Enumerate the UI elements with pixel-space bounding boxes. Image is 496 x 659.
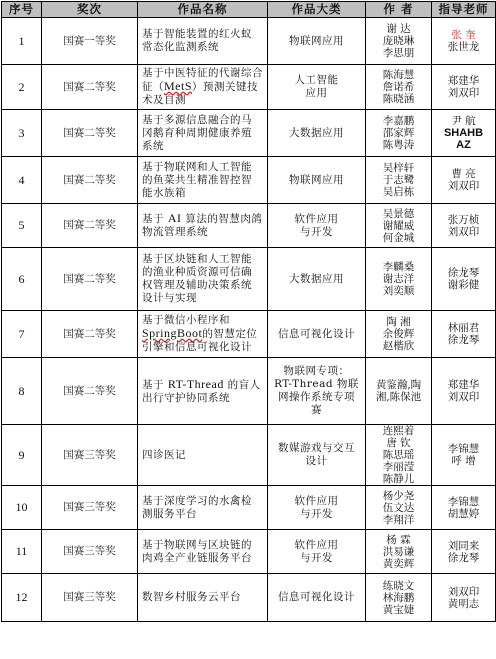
advisor-name: 徐龙琴 — [447, 267, 480, 279]
author-name: 陈粤涛 — [382, 139, 415, 151]
table-row — [2, 574, 496, 622]
author-name: 吴梓轩 — [382, 162, 415, 174]
title-english-term: AI — [167, 211, 182, 225]
category-line: 应用 — [305, 87, 328, 99]
author-name: 余俊辉 — [382, 328, 415, 340]
row-category — [268, 18, 366, 65]
title-text-post: 的智慧定位引擎和信息可视化设计 — [142, 328, 258, 353]
advisor-name: 呼 增 — [451, 455, 476, 467]
advisor-name: 徐龙琴 — [447, 551, 480, 564]
row-category — [268, 486, 366, 530]
table-row — [2, 311, 496, 358]
row-index: 2 — [2, 65, 42, 110]
author-name: 谢耀威 — [382, 219, 415, 232]
advisor-name: 刘双印 — [447, 391, 480, 403]
row-award: 国赛一等奖 — [42, 18, 138, 65]
table-row — [2, 425, 496, 486]
row-category — [268, 425, 366, 486]
category-line: 网操作系统专项 — [278, 391, 355, 403]
awards-table — [1, 1, 496, 622]
title-line: 基于智能装置的红火蚁 — [142, 28, 252, 40]
row-index: 8 — [2, 358, 42, 425]
category-line: 大数据应用 — [289, 126, 344, 139]
row-award: 国赛三等奖 — [42, 530, 138, 574]
row-title — [138, 110, 268, 157]
table-row — [2, 18, 496, 65]
title-english-term: RT-Thread — [167, 376, 224, 391]
row-category — [268, 530, 366, 574]
author-name: 陶 湘 — [386, 316, 411, 328]
row-category — [268, 358, 366, 425]
author-name: 李嘉鹏 — [382, 115, 415, 127]
row-award: 国赛三等奖 — [42, 486, 138, 530]
row-category — [268, 65, 366, 110]
table-row — [2, 486, 496, 530]
category-line: 软件应用 — [294, 538, 339, 551]
advisor-name: 张万桢 — [447, 213, 480, 226]
row-category — [268, 311, 366, 358]
title-line: 系统 — [142, 139, 164, 152]
category-line: 信息可视化设计 — [278, 327, 355, 340]
row-title — [138, 574, 268, 622]
row-index: 4 — [2, 157, 42, 204]
row-index: 5 — [2, 204, 42, 248]
author-name: 黄宝婕 — [382, 603, 415, 616]
row-authors — [366, 110, 432, 157]
title-text-pre: 基于 — [142, 378, 168, 391]
title-line: 数智乡村服务云平台 — [142, 591, 241, 603]
row-index: 9 — [2, 425, 42, 486]
title-line: 肉鸡全产业链服务平台 — [142, 551, 252, 564]
title-text-pre: 基于中医特征的代谢综合征（ — [142, 67, 263, 93]
row-award: 国赛二等奖 — [42, 248, 138, 311]
row-advisors — [432, 425, 496, 486]
author-name: 李麟桑 — [382, 261, 415, 273]
author-name: 谢 达 — [386, 23, 411, 35]
category-line: 物联网专项： — [283, 365, 350, 377]
row-authors — [366, 65, 432, 110]
category-line: 软件应用 — [294, 494, 339, 507]
advisor-name: 谢彩健 — [447, 279, 480, 291]
advisor-name: 刘同来 — [447, 539, 480, 552]
row-title — [138, 65, 268, 110]
row-advisors — [432, 110, 496, 157]
advisor-name: 林丽君 — [447, 322, 480, 334]
category-line: 数媒游戏与交互 — [278, 442, 355, 454]
title-text-post: ）预测关键技术及自测 — [142, 81, 259, 106]
category-line: 与开发 — [300, 507, 333, 520]
row-advisors — [432, 65, 496, 110]
author-name: 湘,陈保池 — [375, 391, 422, 403]
title-english-term: SpringBoot — [142, 326, 203, 340]
advisor-name: 郑建华 — [447, 379, 480, 391]
category-line: 与开发 — [300, 551, 333, 564]
row-authors — [366, 248, 432, 311]
author-name: 杨少尧 — [382, 489, 415, 502]
row-authors — [366, 204, 432, 248]
author-name: 何金城 — [382, 231, 415, 244]
row-title — [138, 157, 268, 204]
title-line: 权管理及辅助决策系统 — [142, 279, 252, 291]
row-index: 1 — [2, 18, 42, 65]
row-title — [138, 248, 268, 311]
row-authors — [366, 425, 432, 486]
row-award: 国赛二等奖 — [42, 157, 138, 204]
author-name: 于志鹭 — [382, 174, 415, 186]
header-title: 作品名称 — [138, 2, 268, 18]
author-name: 黄奕辉 — [382, 557, 415, 570]
category-line: 设计 — [305, 455, 328, 467]
row-authors — [366, 157, 432, 204]
row-index: 6 — [2, 248, 42, 311]
category-line: 物联网应用 — [289, 34, 344, 47]
header-row — [2, 2, 496, 18]
author-name: 洪易谦 — [382, 545, 415, 558]
title-line: 冈鹅育种周期健康养殖 — [142, 126, 252, 139]
title-line: 的渔业种质资源可信确 — [142, 266, 252, 278]
author-name: 练晓文 — [382, 579, 415, 592]
header-index: 序号 — [2, 2, 42, 18]
row-authors — [366, 358, 432, 425]
author-name: 李丽滢 — [382, 461, 415, 473]
title-line: 基于多源信息融合的马 — [142, 113, 252, 126]
author-name: 詹诺希 — [382, 81, 415, 93]
row-title — [138, 425, 268, 486]
row-category — [268, 248, 366, 311]
title-line: 基于物联网和人工智能 — [142, 160, 252, 173]
row-award: 国赛二等奖 — [42, 65, 138, 110]
row-category — [268, 110, 366, 157]
title-text-post: 的盲人出行守护协同系统 — [142, 378, 261, 404]
advisor-name: 刘双印 — [447, 87, 480, 99]
row-index: 11 — [2, 530, 42, 574]
author-name: 陈思瑶 — [382, 449, 415, 461]
header-category: 作品大类 — [268, 2, 366, 18]
title-line: 常态化监测系统 — [142, 41, 219, 53]
row-advisors — [432, 530, 496, 574]
table-row — [2, 204, 496, 248]
advisor-name: 胡慧婷 — [447, 507, 480, 520]
author-name: 唐 钦 — [386, 437, 411, 449]
header-authors: 作 者 — [366, 2, 432, 18]
author-name: 黄鉴瀚,陶 — [375, 379, 422, 391]
author-name: 伍文达 — [382, 501, 415, 514]
row-award: 国赛二等奖 — [42, 204, 138, 248]
author-name: 赵楷欣 — [382, 340, 415, 352]
row-authors — [366, 18, 432, 65]
row-award: 国赛三等奖 — [42, 425, 138, 486]
advisor-name: 张 奎 — [451, 29, 476, 41]
table-row — [2, 157, 496, 204]
title-text-pre: 基于 — [142, 213, 168, 225]
row-award: 国赛二等奖 — [42, 110, 138, 157]
author-name: 庞晓琳 — [382, 35, 415, 47]
row-advisors — [432, 311, 496, 358]
title-line: 能水族箱 — [142, 186, 186, 199]
category-line: 与开发 — [300, 225, 333, 238]
table-row — [2, 248, 496, 311]
author-name: 吴启栋 — [382, 186, 415, 198]
category-line: 物联网应用 — [289, 173, 344, 186]
advisor-name: 张世龙 — [447, 41, 480, 53]
title-line: 基于区块链和人工智能 — [142, 253, 252, 265]
category-line: 人工智能 — [294, 74, 339, 86]
row-category — [268, 157, 366, 204]
advisor-name: 刘双印 — [447, 225, 480, 238]
author-name: 吴景德 — [382, 207, 415, 220]
row-title — [138, 486, 268, 530]
title-text-post: 算法的智慧肉鸽物流管理系统 — [142, 213, 263, 238]
title-english-term: MetS — [164, 79, 193, 93]
row-title — [138, 530, 268, 574]
title-text-pre: 基于微信小程序和 — [142, 314, 230, 326]
title-line: 的鱼菜共生精准智控智 — [142, 173, 252, 186]
row-advisors — [432, 18, 496, 65]
author-name: 刘奕顺 — [382, 285, 415, 297]
row-title — [138, 18, 268, 65]
row-authors — [366, 486, 432, 530]
row-index: 7 — [2, 311, 42, 358]
row-authors — [366, 574, 432, 622]
row-advisors — [432, 358, 496, 425]
author-name: 李翔洋 — [382, 513, 415, 526]
author-name: 陈海慧 — [382, 69, 415, 81]
advisor-name: 曹 亮 — [451, 168, 476, 180]
author-name: 谢志洋 — [382, 273, 415, 285]
row-title — [138, 204, 268, 248]
author-name: 邵家辉 — [382, 127, 415, 139]
header-award: 奖次 — [42, 2, 138, 18]
category-line: 赛 — [311, 404, 322, 416]
title-line: 测服务平台 — [142, 507, 197, 520]
row-category — [268, 204, 366, 248]
title-line: 设计与实现 — [142, 292, 197, 304]
category-line: 信息可视化设计 — [278, 591, 355, 603]
advisor-name: SHAHB — [443, 127, 484, 139]
table-body — [2, 18, 496, 622]
title-line: 四诊医记 — [142, 448, 186, 461]
row-category — [268, 574, 366, 622]
row-title — [138, 358, 268, 425]
title-line: 基于深度学习的水禽检 — [142, 494, 252, 507]
row-advisors — [432, 486, 496, 530]
row-award: 国赛二等奖 — [42, 358, 138, 425]
author-name: 陈静儿 — [382, 473, 415, 485]
row-advisors — [432, 204, 496, 248]
table-row — [2, 65, 496, 110]
category-line: 大数据应用 — [289, 272, 344, 285]
row-index: 10 — [2, 486, 42, 530]
row-advisors — [432, 574, 496, 622]
author-name: 杨 霖 — [386, 533, 411, 546]
row-title — [138, 311, 268, 358]
title-line: 基于物联网与区块链的 — [142, 538, 252, 551]
advisor-name: AZ — [456, 139, 471, 151]
advisor-name: 尹 航 — [451, 115, 476, 127]
table-row — [2, 530, 496, 574]
advisor-name: 李锦慧 — [447, 443, 480, 455]
table-row — [2, 358, 496, 425]
author-name: 连熙着 — [382, 425, 415, 437]
row-award: 国赛三等奖 — [42, 574, 138, 622]
header-advisors: 指导老师 — [432, 2, 496, 18]
author-name: 林海鹏 — [382, 591, 415, 604]
advisor-name: 刘双印 — [447, 180, 480, 192]
advisor-name: 黄明志 — [447, 597, 480, 610]
row-index: 12 — [2, 574, 42, 622]
table-row — [2, 110, 496, 157]
advisor-name: 郑建华 — [447, 75, 480, 87]
advisor-name: 徐龙琴 — [447, 334, 480, 346]
advisor-name: 刘双印 — [447, 585, 480, 598]
author-name: 陈晓涵 — [382, 93, 415, 105]
author-name: 李思朋 — [382, 47, 415, 59]
advisor-name: 李锦慧 — [447, 495, 480, 508]
row-authors — [366, 311, 432, 358]
row-award: 国赛二等奖 — [42, 311, 138, 358]
row-advisors — [432, 157, 496, 204]
row-authors — [366, 530, 432, 574]
category-line: 软件应用 — [294, 212, 339, 225]
row-advisors — [432, 248, 496, 311]
category-line: RT-Thread 物联 — [274, 378, 359, 390]
row-index: 3 — [2, 110, 42, 157]
